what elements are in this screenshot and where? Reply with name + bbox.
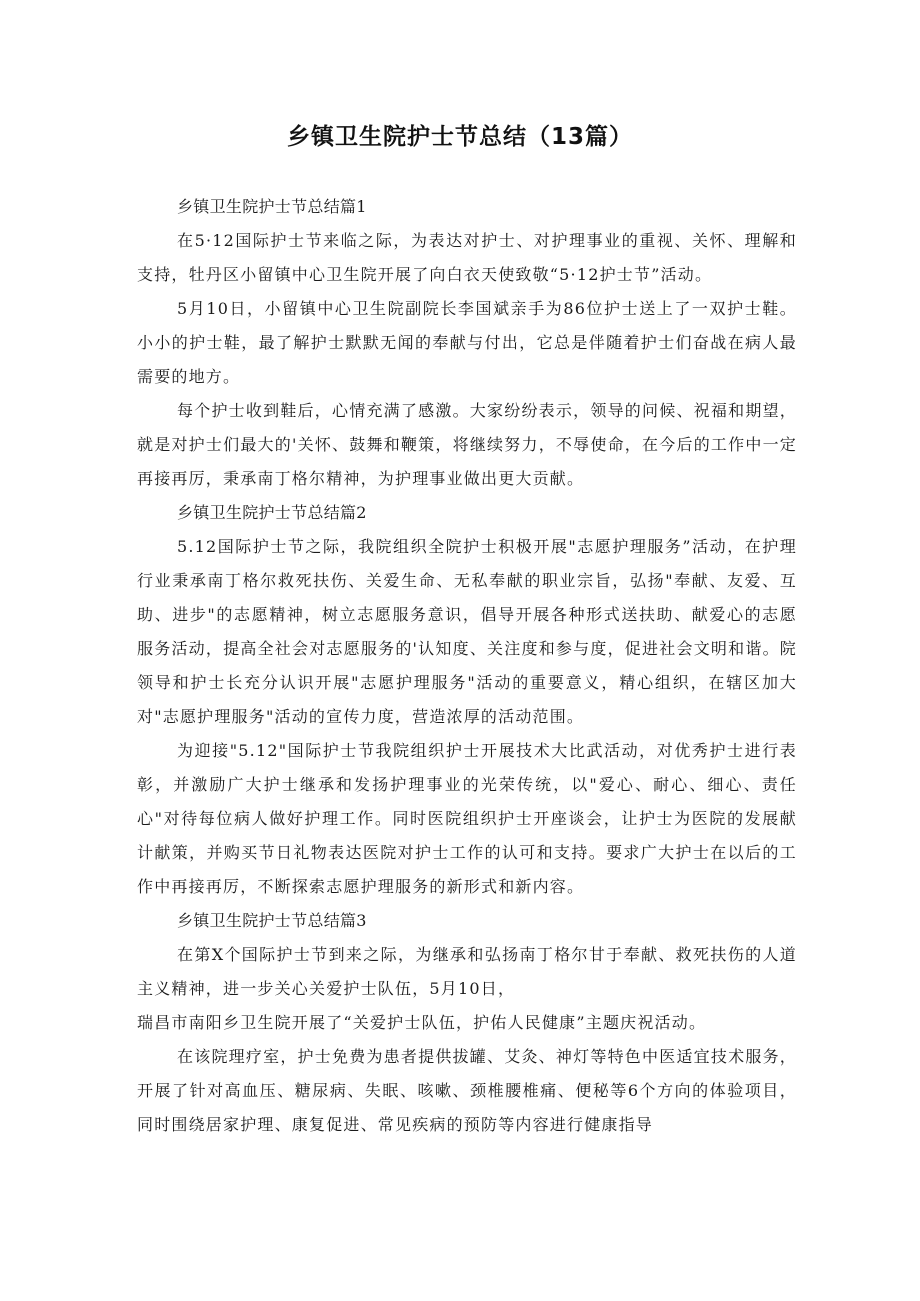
section-3 (137, 904, 797, 1142)
paragraph: 每个护士收到鞋后，心情充满了感激。大家纷纷表示，领导的问候、祝福和期望，就是对护士们最大的'关怀、鼓舞和鞭策，将继续努力，不辱使命，在今后的工作中一定再接再厉，秉承南丁格尔精神，为护理事业做出更大贡献。 (137, 401, 797, 488)
section-heading: 乡镇卫生院护士节总结篇1 (177, 197, 367, 216)
paragraph: 在5·12国际护士节来临之际，为表达对护士、对护理事业的重视、关怀、理解和支持，牡丹区小留镇中心卫生院开展了向白衣天使致敬“5·12护士节”活动。 (137, 231, 797, 284)
paragraph: 在第X个国际护士节到来之际，为继承和弘扬南丁格尔甘于奉献、救死扶伤的人道主义精神，进一步关心关爱护士队伍，5月10日， (137, 945, 797, 998)
paragraph: 在该院理疗室，护士免费为患者提供拔罐、艾灸、神灯等特色中医适宜技术服务，开展了针对高血压、糖尿病、失眠、咳嗽、颈椎腰椎痛、便秘等6个方向的体验项目，同时围绕居家护理、康复促进、常见疾病的预防等内容进行健康指导 (137, 1047, 797, 1134)
section-heading: 乡镇卫生院护士节总结篇3 (177, 911, 367, 930)
section-heading: 乡镇卫生院护士节总结篇2 (177, 503, 367, 522)
paragraph: 5月10日，小留镇中心卫生院副院长李国斌亲手为86位护士送上了一双护士鞋。小小的护士鞋，最了解护士默默无闻的奉献与付出，它总是伴随着护士们奋战在病人最需要的地方。 (137, 299, 797, 386)
document-title: 乡镇卫生院护士节总结（13篇） (286, 124, 633, 150)
paragraph: 瑞昌市南阳乡卫生院开展了“关爱护士队伍，护佑人民健康”主题庆祝活动。 (137, 1013, 707, 1032)
document-body (137, 190, 797, 1142)
section-2 (137, 496, 797, 904)
paragraph: 5.12国际护士节之际，我院组织全院护士积极开展"志愿护理服务”活动，在护理行业秉承南丁格尔救死扶伤、关爱生命、无私奉献的职业宗旨，弘扬"奉献、友爱、互助、进步"的志愿精神，树立志愿服务意识，倡导开展各种形式送扶助、献爱心的志愿服务活动，提高全社会对志愿服务的'认知度、关注度和参与度，促进社会文明和谐。院领导和护士长充分认识开展"志愿护理服务"活动的重要意义，精心组织，在辖区加大对"志愿护理服务"活动的宣传力度，营造浓厚的活动范围。 (137, 537, 797, 726)
paragraph: 为迎接"5.12"国际护士节我院组织护士开展技术大比武活动，对优秀护士进行表彰，并激励广大护士继承和发扬护理事业的光荣传统，以"爱心、耐心、细心、责任心"对待每位病人做好护理工作。同时医院组织护士开座谈会，让护士为医院的发展献计献策，并购买节日礼物表达医院对护士工作的认可和支持。要求广大护士在以后的工作中再接再厉，不断探索志愿护理服务的新形式和新内容。 (137, 741, 797, 896)
section-1 (137, 190, 797, 496)
